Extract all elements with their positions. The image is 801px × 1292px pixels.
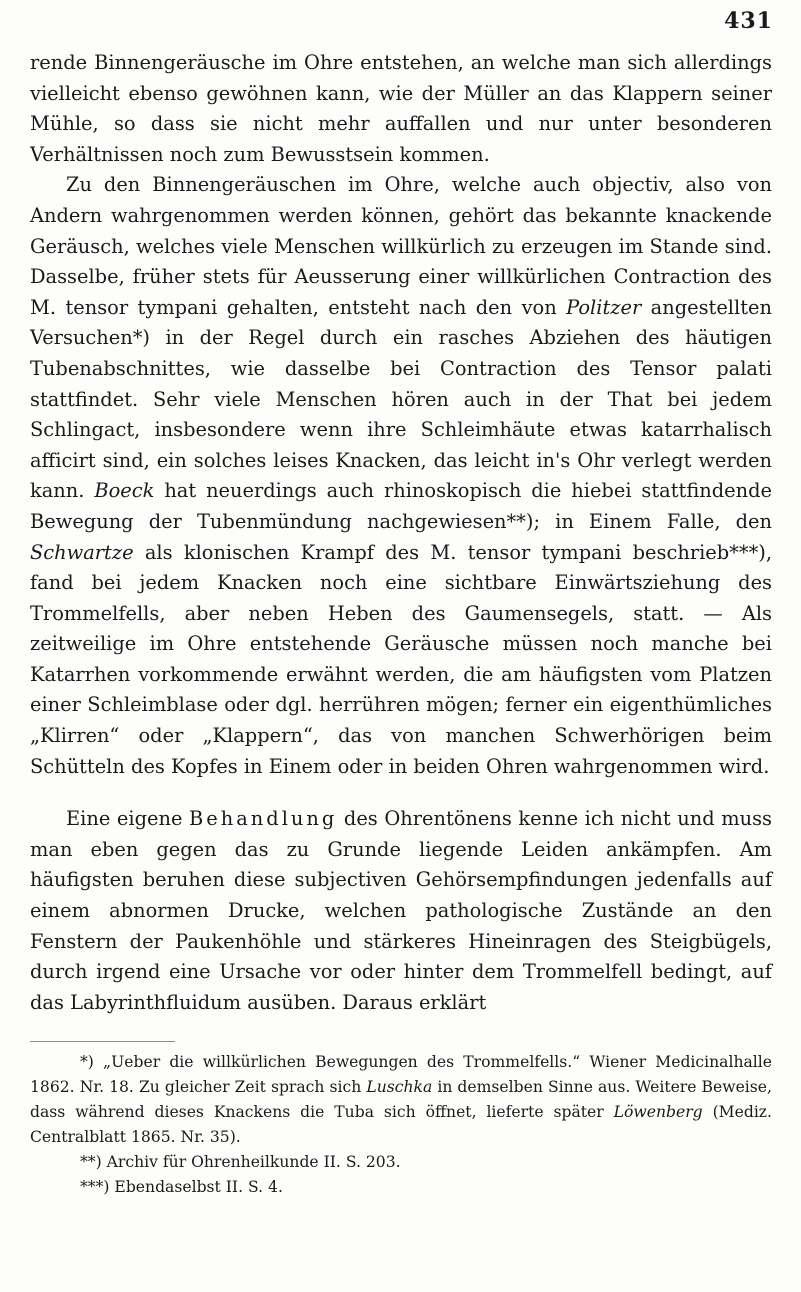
paragraph-text: des Ohrentönens kenne ich nicht und muss man eben gegen das zu Grunde liegende Leiden ankämpfen. Am häufigsten beruhen diese subjectiven Gehörsempfindungen jedenfalls auf einem abnormen Drucke, welchen pathologische Zustände an den Fenstern der Paukenhöhle und stärkeres Hineinragen des Steigbügels, durch irgend eine Ursache vor oder hinter dem Trommelfell bedingt, auf das Labyrinthfluidum ausüben. Daraus erklärt [30, 807, 772, 1014]
emphasis-behandlung: Behandlung [189, 807, 338, 831]
author-name-loewenberg: Löwenberg [613, 1103, 703, 1121]
paragraph-behandlung [30, 804, 772, 1018]
footnote-text: in demselben Sinne aus. Weitere Beweise, dass während dieses Knackens die Tuba sich öffnet, lieferte später [30, 1078, 772, 1121]
paragraph-text: angestellten Versuchen*) in der Regel durch ein rasches Abziehen des häutigen Tubenabschnittes, wie dasselbe bei Contraction des Tensor palati stattfindet. Sehr viele Menschen hören auch in der That bei jedem Schlingact, insbesondere wenn ihre Schleimhäute etwas katarrhalisch afficirt sind, ein solches leises Knacken, das leicht in's Ohr verlegt werden kann. [30, 295, 772, 503]
main-text [30, 48, 772, 1018]
footnote-2: **) Archiv für Ohrenheilkunde II. S. 203. [80, 1153, 401, 1171]
footnote-divider [30, 1041, 175, 1042]
paragraph-text: rende Binnengeräusche im Ohre entstehen, an welche man sich allerdings vielleicht ebenso gewöhnen kann, wie der Müller an das Klappern seiner Mühle, so dass sie nicht mehr auffallen und nur unter besonderen Verhältnissen noch zum Bewusstsein kommen. [30, 51, 772, 166]
paragraph-binnengeraeusche [30, 170, 772, 782]
author-name-politzer: Politzer [566, 295, 642, 319]
footnotes [30, 1050, 772, 1200]
author-name-boeck: Boeck [94, 479, 155, 503]
page-number: 431 [724, 8, 773, 34]
paragraph-text: hat neuerdings auch rhinoskopisch die hiebei stattfindende Bewegung der Tubenmündung nachgewiesen**); in Einem Falle, den [30, 479, 773, 533]
paragraph-text: Zu den Binnengeräuschen im Ohre, welche auch objectiv, also von Andern wahrgenommen werden können, gehört das bekannte knackende Geräusch, welches viele Menschen willkürlich zu erzeugen im Stande sind. Dasselbe, früher stets für Aeusserung einer willkürlichen Contraction des M. tensor tympani gehalten, entsteht nach den von [30, 173, 772, 319]
paragraph-continuation [30, 48, 772, 170]
author-name-schwartze: Schwartze [30, 540, 134, 564]
footnote-text: *) „Ueber die willkürlichen Bewegungen des Trommelfells.“ Wiener Medicinalhalle 1862. Nr. 18. Zu gleicher Zeit sprach sich [30, 1053, 772, 1096]
author-name-luschka: Luschka [366, 1078, 433, 1096]
paragraph-text: Eine eigene [66, 807, 183, 831]
footnote-3: ***) Ebendaselbst II. S. 4. [80, 1178, 283, 1196]
paragraph-text: als klonischen Krampf des M. tensor tympani beschrieb***), fand bei jedem Knacken noch eine sichtbare Einwärtsziehung des Trommelfells, aber neben Heben des Gaumensegels, statt. — Als zeitweilige im Ohre entstehende Geräusche müssen noch manche bei Katarrhen vorkommende erwähnt werden, die am häufigsten vom Platzen einer Schleimblase oder dgl. herrühren mögen; ferner ein eigenthümliches „Klirren“ oder „Klappern“, das von manchen Schwerhörigen beim Schütteln des Kopfes in Einem oder in beiden Ohren wahrgenommen wird. [30, 540, 772, 778]
footnote-1 [30, 1050, 772, 1150]
footnote-text: (Mediz. Centralblatt 1865. Nr. 35). [30, 1103, 772, 1146]
